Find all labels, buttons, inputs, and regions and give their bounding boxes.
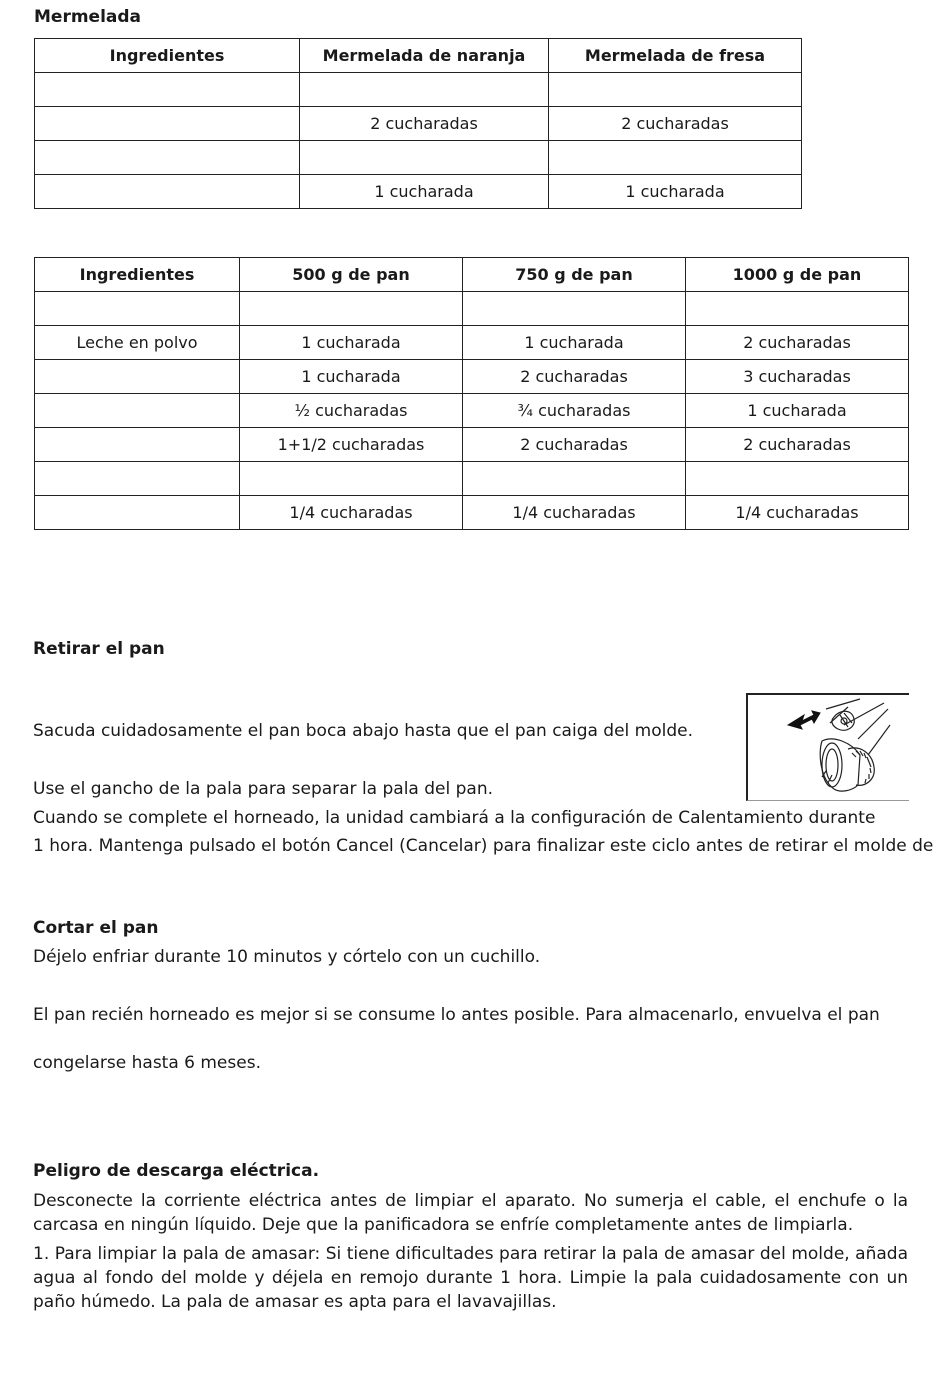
bread-pan-drawing-icon xyxy=(748,695,909,800)
table-row xyxy=(35,360,909,394)
table-cell xyxy=(686,462,909,496)
bread-pan-illustration xyxy=(746,693,909,801)
table-header-cell: Mermelada de naranja xyxy=(300,39,549,73)
table-row xyxy=(35,326,909,360)
table-cell: 1+1/2 cucharadas xyxy=(240,428,463,462)
cut-bread-line-2: El pan recién horneado es mejor si se consume lo antes posible. Para almacenarlo, envuelva el pan xyxy=(33,1005,880,1025)
table-cell xyxy=(240,292,463,326)
table-header-row xyxy=(35,39,802,73)
table-header-cell: Ingredientes xyxy=(35,39,300,73)
table-cell xyxy=(35,462,240,496)
table-cell xyxy=(35,73,300,107)
table-cell: 3 cucharadas xyxy=(686,360,909,394)
table-row xyxy=(35,428,909,462)
table-header-cell: Mermelada de fresa xyxy=(549,39,802,73)
bread-ingredients-table xyxy=(34,257,909,530)
electric-danger-paragraph: Desconecte la corriente eléctrica antes de limpiar el aparato. No sumerja el cable, el enchufe o la carcasa en ningún líquido. Deje que la panificadora se enfríe completamente antes de limpiarla. xyxy=(33,1191,908,1235)
table-cell xyxy=(240,462,463,496)
table-row xyxy=(35,107,802,141)
cleaning-paddle-paragraph: 1. Para limpiar la pala de amasar: Si tiene dificultades para retirar la pala de amasar del molde, añada agua al fondo del molde y déjela en remojo durante 1 hora. Limpie la pala cuidadosamente con un paño húmedo. La pala de amasar es apta para el lavavajillas. xyxy=(33,1244,908,1312)
table-row xyxy=(35,462,909,496)
table-cell: 2 cucharadas xyxy=(300,107,549,141)
table-row xyxy=(35,292,909,326)
table-cell xyxy=(35,360,240,394)
table-cell: 1 cucharada xyxy=(549,175,802,209)
table-cell: 2 cucharadas xyxy=(463,360,686,394)
table-cell: ¾ cucharadas xyxy=(463,394,686,428)
cut-bread-line-3: congelarse hasta 6 meses. xyxy=(33,1053,261,1073)
table-cell xyxy=(35,107,300,141)
remove-bread-line-1: Sacuda cuidadosamente el pan boca abajo hasta que el pan caiga del molde. xyxy=(33,721,694,741)
table-cell xyxy=(35,292,240,326)
cut-bread-title: Cortar el pan xyxy=(33,918,159,938)
table-cell xyxy=(549,73,802,107)
table-header-cell: 1000 g de pan xyxy=(686,258,909,292)
table-cell xyxy=(35,428,240,462)
table-cell: 1 cucharada xyxy=(240,326,463,360)
remove-bread-line-3: Cuando se complete el horneado, la unidad cambiará a la configuración de Calentamiento durante xyxy=(33,808,876,828)
table-cell: 1 cucharada xyxy=(240,360,463,394)
table-cell xyxy=(463,292,686,326)
table-cell xyxy=(35,394,240,428)
cut-bread-line-1: Déjelo enfriar durante 10 minutos y córtelo con un cuchillo. xyxy=(33,947,541,967)
table-row xyxy=(35,394,909,428)
table-header-row xyxy=(35,258,909,292)
electric-danger-title: Peligro de descarga eléctrica. xyxy=(33,1161,320,1181)
table-cell: 1 cucharada xyxy=(686,394,909,428)
table-cell xyxy=(35,496,240,530)
table-cell: 2 cucharadas xyxy=(549,107,802,141)
table-row xyxy=(35,175,802,209)
table-cell: 1 cucharada xyxy=(463,326,686,360)
remove-bread-line-4: 1 hora. Mantenga pulsado el botón Cancel (Cancelar) para finalizar este ciclo antes de retirar el molde de xyxy=(33,836,934,856)
table-cell: 1/4 cucharadas xyxy=(463,496,686,530)
table-cell xyxy=(35,175,300,209)
table-cell xyxy=(300,73,549,107)
table-cell xyxy=(463,462,686,496)
table-cell: ½ cucharadas xyxy=(240,394,463,428)
table-cell xyxy=(300,141,549,175)
table-cell: 2 cucharadas xyxy=(686,326,909,360)
table-header-cell: 500 g de pan xyxy=(240,258,463,292)
table-cell: Leche en polvo xyxy=(35,326,240,360)
jam-table xyxy=(34,38,802,209)
table-cell: 2 cucharadas xyxy=(686,428,909,462)
table-cell: 1/4 cucharadas xyxy=(686,496,909,530)
table-row xyxy=(35,141,802,175)
remove-bread-line-2: Use el gancho de la pala para separar la pala del pan. xyxy=(33,779,494,799)
table-cell: 1 cucharada xyxy=(300,175,549,209)
table-row xyxy=(35,73,802,107)
table-cell: 2 cucharadas xyxy=(463,428,686,462)
jam-section-title: Mermelada xyxy=(34,7,142,27)
table-cell xyxy=(549,141,802,175)
table-cell xyxy=(686,292,909,326)
table-row xyxy=(35,496,909,530)
table-header-cell: 750 g de pan xyxy=(463,258,686,292)
remove-bread-title: Retirar el pan xyxy=(33,639,165,659)
table-header-cell: Ingredientes xyxy=(35,258,240,292)
table-cell xyxy=(35,141,300,175)
table-cell: 1/4 cucharadas xyxy=(240,496,463,530)
